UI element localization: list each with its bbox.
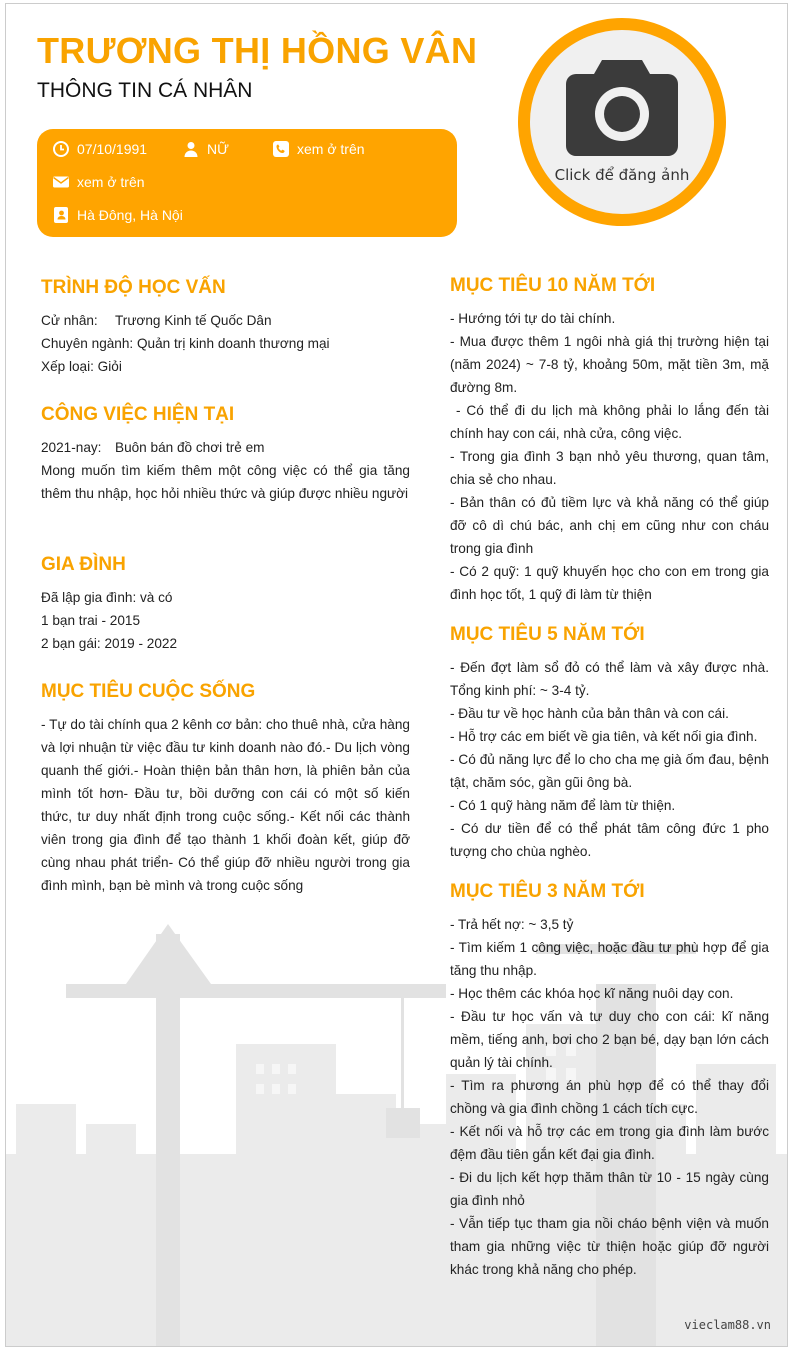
address-book-icon: [53, 207, 69, 223]
cv-page: [5, 3, 788, 1347]
phone-item: [273, 141, 365, 157]
goals-3-content: [450, 913, 769, 1281]
family-content: [41, 586, 410, 655]
life-goals-text: - Tự do tài chính qua 2 kênh cơ bản: cho thuê nhà, cửa hàng và lợi nhuận từ việc đầu tư kinh doanh nào đó.- Du lịch vòng quanh thế giới.- Hoàn thiện bản thân hơn, là phiên bản của mình tốt hơn- Đầu tư, bồi dưỡng con cái có một số kiến thức, tư duy nhất định trong cuộc sống.- Kết nối các thành viên trong gia đình để tạo thành 1 khối đoàn kết, giúp đỡ cùng nhau phát triển- Có thể giúp đỡ nhiều người trong gia đình mình, bạn bè mình và trong cuộc sống: [41, 717, 410, 893]
email-item: [53, 174, 145, 190]
photo-upload-label: Click để đăng ảnh: [554, 166, 690, 184]
goal-item: - Đầu tư về học hành của bản thân và con cái.: [450, 706, 729, 721]
camera-icon: [566, 60, 678, 156]
goal-item: - Trả hết nợ: ~ 3,5 tỷ: [450, 917, 574, 932]
goals-3-title: MỤC TIÊU 3 NĂM TỚI: [450, 881, 645, 902]
goal-item: - Có đủ năng lực để lo cho cha mẹ già ốm đau, bệnh tật, chăm sóc, gần gũi ông bà.: [450, 752, 769, 790]
goals-10-title: MỤC TIÊU 10 NĂM TỚI: [450, 275, 656, 296]
job-title: CÔNG VIỆC HIỆN TẠI: [41, 404, 235, 425]
goal-item: - Mua được thêm 1 ngôi nhà giá thị trường hiện tại (năm 2024) ~ 7-8 tỷ, khoảng 50m, mặt tiền 3m, mặ đường 8m.: [450, 334, 769, 395]
education-grade: Xếp loại: Giỏi: [41, 359, 122, 374]
address-item: [53, 207, 183, 223]
user-icon: [183, 141, 199, 157]
goal-item: - Có thể đi du lịch mà không phải lo lắng đến tài chính hay con cái, nhà cửa, công việc.: [450, 403, 773, 441]
education-major: Chuyên ngành: Quản trị kinh doanh thương mại: [41, 336, 330, 351]
job-period-value: Buôn bán đồ chơi trẻ em: [115, 440, 265, 455]
goals-5-content: [450, 656, 769, 863]
personal-info-heading: THÔNG TIN CÁ NHÂN: [37, 79, 253, 102]
job-content: [41, 436, 410, 505]
address-value: Hà Đông, Hà Nội: [77, 207, 183, 223]
life-goals-content: [41, 713, 410, 897]
family-line: 2 bạn gái: 2019 - 2022: [41, 636, 178, 651]
site-watermark: vieclam88.vn: [684, 1318, 771, 1332]
family-line: Đã lập gia đình: và có: [41, 590, 173, 605]
photo-placeholder[interactable]: [530, 30, 714, 214]
goal-item: - Hỗ trợ các em biết về gia tiên, và kết nối gia đình.: [450, 729, 758, 744]
gender-item: [183, 141, 229, 157]
degree-value: Trương Kinh tế Quốc Dân: [115, 313, 272, 328]
photo-upload[interactable]: [518, 18, 726, 226]
goal-item: - Kết nối và hỗ trợ các em trong gia đình làm bước đệm đầu tiên gắn kết đại gia đình.: [450, 1124, 769, 1162]
goal-item: - Đến đợt làm sổ đỏ có thể làm và xây được nhà. Tổng kinh phí: ~ 3-4 tỷ.: [450, 660, 769, 698]
goal-item: - Vẫn tiếp tục tham gia nồi cháo bệnh viện và muốn tham gia những việc từ thiện hoặc giúp đỡ người khác trong khả năng cho phép.: [450, 1216, 769, 1277]
gender-value: NỮ: [207, 141, 230, 157]
goal-item: - Bản thân có đủ tiềm lực và khả năng có thể giúp đỡ cô dì chú bác, anh chị em cũng như con cháu trong gia đình: [450, 495, 769, 556]
goal-item: - Tìm kiếm 1 công việc, hoặc đầu tư phù hợp để gia tăng thu nhập.: [450, 940, 769, 978]
goal-item: - Đầu tư học vấn và tư duy cho con cái: kĩ năng mềm, tiếng anh, bơi cho 2 bạn bé, dạy bạn lớn cách quản lý tài chính.: [450, 1009, 769, 1070]
education-title: TRÌNH ĐỘ HỌC VẤN: [41, 277, 226, 298]
family-line: 1 bạn trai - 2015: [41, 613, 140, 628]
goal-item: - Có 1 quỹ hàng năm để làm từ thiện.: [450, 798, 676, 813]
goal-item: - Có dư tiền để có thể phát tâm công đức 1 pho tượng cho chùa nghèo.: [450, 821, 769, 859]
phone-value: xem ở trên: [297, 141, 365, 157]
dob-item: [53, 141, 147, 157]
goal-item: - Trong gia đình 3 bạn nhỏ yêu thương, quan tâm, chia sẻ cho nhau.: [450, 449, 769, 487]
family-title: GIA ĐÌNH: [41, 554, 126, 575]
candidate-name: TRƯƠNG THỊ HỒNG VÂN: [37, 30, 478, 71]
clock-icon: [53, 141, 69, 157]
envelope-icon: [53, 174, 69, 190]
degree-key: Cử nhân:: [41, 313, 98, 328]
goal-item: - Đi du lịch kết hợp thăm thân từ 10 - 15 ngày cùng gia đình nhỏ: [450, 1170, 769, 1208]
job-period-key: 2021-nay:: [41, 440, 102, 455]
job-description: Mong muốn tìm kiếm thêm một công việc có thể gia tăng thêm thu nhập, học hỏi nhiều thức và giúp được nhiều người: [41, 463, 410, 501]
degree-row: [41, 309, 411, 332]
goal-item: - Học thêm các khóa học kĩ năng nuôi dạy con.: [450, 986, 734, 1001]
goal-item: - Hướng tới tự do tài chính.: [450, 311, 616, 326]
goals-10-content: [450, 307, 773, 606]
goals-5-title: MỤC TIÊU 5 NĂM TỚI: [450, 624, 645, 645]
life-goals-title: MỤC TIÊU CUỘC SỐNG: [41, 681, 256, 702]
goal-item: - Tìm ra phương án phù hợp để có thể thay đổi chồng và gia đình chồng 1 cách tích cực.: [450, 1078, 769, 1116]
job-period-row: [41, 436, 410, 459]
goal-item: - Có 2 quỹ: 1 quỹ khuyến học cho con em trong gia đình học tốt, 1 quỹ đi làm từ thiện: [450, 564, 769, 602]
phone-icon: [273, 141, 289, 157]
contact-info-box: [37, 129, 457, 237]
email-value: xem ở trên: [77, 174, 145, 190]
education-content: [41, 309, 411, 378]
dob-value: 07/10/1991: [77, 141, 148, 157]
